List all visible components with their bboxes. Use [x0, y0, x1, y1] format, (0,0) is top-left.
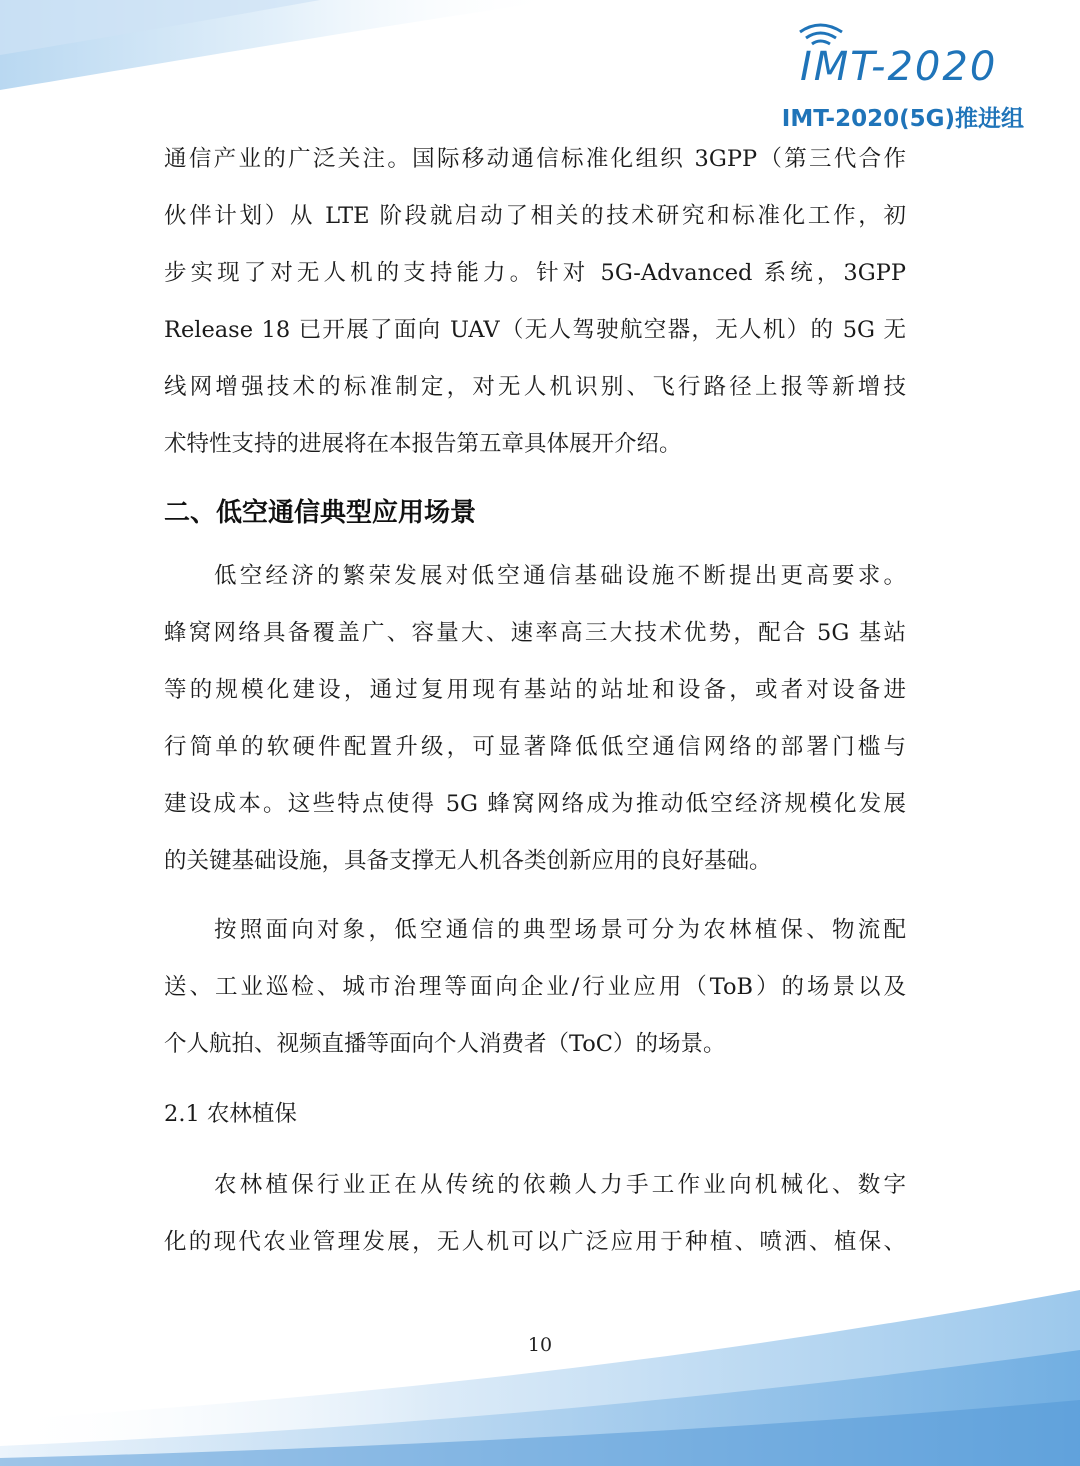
text-line: 通信产业的广泛关注。国际移动通信标准化组织 3GPP（第三代合作: [164, 146, 906, 172]
paragraph-3: [164, 902, 906, 1073]
logo-text: IMT-2020: [800, 44, 998, 90]
text-line: 术特性支持的进展将在本报告第五章具体展开介绍。: [164, 431, 682, 457]
text-line: 低空经济的繁荣发展对低空通信基础设施不断提出更高要求。: [214, 563, 906, 589]
subsection-heading: 2.1 农林植保: [164, 1101, 297, 1127]
page-number: 10: [527, 1334, 553, 1356]
org-name: IMT-2020(5G)推进组: [781, 106, 1024, 132]
text-line: 的关键基础设施，具备支撑无人机各类创新应用的良好基础。: [164, 848, 772, 874]
paragraph-2: [164, 548, 906, 890]
text-line: 步实现了对无人机的支持能力。针对 5G-Advanced 系统，3GPP: [164, 260, 906, 286]
text-line: 线网增强技术的标准制定，对无人机识别、飞行路径上报等新增技: [164, 374, 906, 400]
paragraph-1: [164, 131, 906, 473]
text-line: 建设成本。这些特点使得 5G 蜂窝网络成为推动低空经济规模化发展: [164, 791, 906, 817]
text-line: 送、工业巡检、城市治理等面向企业/行业应用（ToB）的场景以及: [164, 974, 906, 1000]
footer-wave-decoration: [0, 1250, 1080, 1466]
text-line: 化的现代农业管理发展，无人机可以广泛应用于种植、喷洒、植保、: [164, 1229, 906, 1255]
text-line: 个人航拍、视频直播等面向个人消费者（ToC）的场景。: [164, 1031, 726, 1057]
section-heading: 二、低空通信典型应用场景: [164, 498, 477, 528]
text-line: 农林植保行业正在从传统的依赖人力手工作业向机械化、数字: [214, 1172, 906, 1198]
text-line: 行简单的软硬件配置升级，可显著降低低空通信网络的部署门槛与: [164, 734, 906, 760]
text-line: 等的规模化建设，通过复用现有基站的站址和设备，或者对设备进: [164, 677, 906, 703]
text-line: 按照面向对象，低空通信的典型场景可分为农林植保、物流配: [214, 917, 906, 943]
text-line: Release 18 已开展了面向 UAV（无人驾驶航空器，无人机）的 5G 无: [164, 317, 906, 343]
text-line: 蜂窝网络具备覆盖广、容量大、速率高三大技术优势，配合 5G 基站: [164, 620, 906, 646]
text-line: 伙伴计划）从 LTE 阶段就启动了相关的技术研究和标准化工作，初: [164, 203, 906, 229]
